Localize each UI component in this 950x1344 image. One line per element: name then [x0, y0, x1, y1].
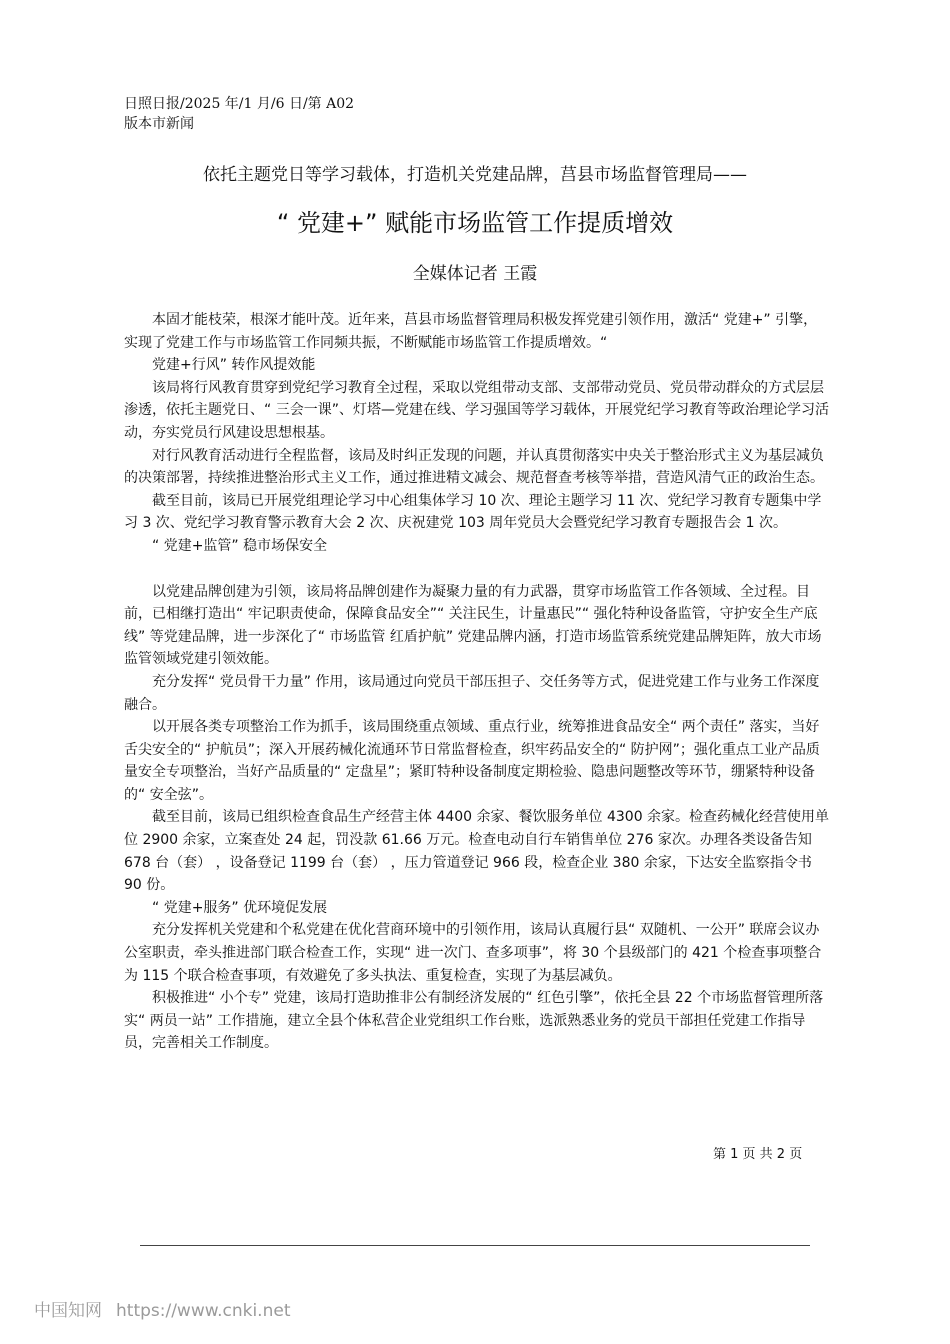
paragraph: 对行风教育活动进行全程监督，该局及时纠正发现的问题，并认真贯彻落实中央关于整治形式主义为基层减负的决策部署，持续推进整治形式主义工作，通过推进精文减会、规范督查考核等举措，营造风清气正的政治生态。: [124, 447, 824, 487]
section-heading-service: “ 党建+服务” 优环境促发展: [152, 899, 328, 916]
watermark-url: https://www.cnki.net: [116, 1301, 291, 1321]
footer-divider: [140, 1245, 810, 1246]
cnki-watermark: [34, 1296, 290, 1321]
article-subtitle: 依托主题党日等学习载体，打造机关党建品牌，莒县市场监督管理局——: [203, 165, 747, 185]
paragraph-intro: 本固才能枝荣，根深才能叶茂。近年来，莒县市场监督管理局积极发挥党建引领作用，激活“ 党建+” 引擎，实现了党建工作与市场监管工作同频共振，不断赋能市场监管工作提质增效。“: [124, 312, 818, 351]
paragraph: 充分发挥机关党建和个私党建在优化营商环境中的引领作用，该局认真履行县“ 双随机、一公开” 联席会议办公室职责，牵头推进部门联合检查工作，实现“ 进一次门、查多项事”，将 30 个县级部门的 421 个检查事项整合为 115 个联合检查事项，有效避免了多头执法、重复检查，实现了为基层减负。: [124, 922, 822, 984]
paragraph: 充分发挥“ 党员骨干力量” 作用，该局通过向党员干部压担子、交任务等方式，促进党建工作与业务工作深度融合。: [124, 673, 820, 713]
article-meta: [124, 94, 354, 134]
newspaper-source: 日照日报/2025 年/1 月/6 日/第 A02: [124, 96, 355, 112]
paragraph: 以开展各类专项整治工作为抓手，该局围绕重点领域、重点行业，统筹推进食品安全“ 两个责任” 落实，当好舌尖安全的“ 护航员”；深入开展药械化流通环节日常监督检查，织牢药品安全的“ 防护网”；强化重点工业产品质量安全专项整治，当好产品质量的“ 定盘星”；紧盯特种设备制度定期检验、隐患问题整改等环节，绷紧特种设备的“ 安全弦”。: [124, 719, 820, 803]
paragraph: 该局将行风教育贯穿到党纪学习教育全过程，采取以党组带动支部、支部带动党员、党员带动群众的方式层层渗透，依托主题党日、“ 三会一课”、灯塔—党建在线、学习强国等学习载体，开展党纪学习教育等政治理论学习活动，夯实党员行风建设思想根基。: [124, 379, 829, 441]
section-heading-supervision: “ 党建+监管” 稳市场保安全: [152, 537, 328, 554]
watermark-brand: 中国知网: [34, 1301, 102, 1321]
article-byline: 全媒体记者 王霞: [412, 264, 538, 284]
paragraph: 截至目前，该局已组织检查食品生产经营主体 4400 余家、餐饮服务单位 4300 余家。检查药械化经营使用单位 2900 余家，立案查处 24 起，罚没款 61.66 万元。检查电动自行车销售单位 276 家次。办理各类设备告知 678 台（套） ，设备登记 1199 台（套） ，压力管道登记 966 段，检查企业 380 余家，下达安全监察指令书 90 份。: [124, 809, 830, 894]
paragraph: 积极推进“ 小个专” 党建，该局打造助推非公有制经济发展的“ 红色引擎”，依托全县 22 个市场监督管理所落实“ 两员一站” 工作措施，建立全县个体私营企业党组织工作台账，选派熟悉业务的党员干部担任党建工作指导员，完善相关工作制度。: [124, 990, 824, 1052]
page-number: 第 1 页 共 2 页: [713, 1147, 803, 1162]
paragraph: 截至目前，该局已开展党组理论学习中心组集体学习 10 次、理论主题学习 11 次、党纪学习教育专题集中学习 3 次、党纪学习教育警示教育大会 2 次、庆祝建党 103 周年党员大会暨党纪学习教育专题报告会 1 次。: [124, 492, 822, 532]
newspaper-section: 版本市新闻: [124, 116, 194, 132]
section-heading-conduct: 党建+行风” 转作风提效能: [152, 357, 316, 374]
article-title: “ 党建+” 赋能市场监管工作提质增效: [276, 209, 674, 237]
article-body: [124, 309, 830, 1055]
paragraph: 以党建品牌创建为引领，该局将品牌创建作为凝聚力量的有力武器，贯穿市场监管工作各领域、全过程。目前，已相继打造出“ 牢记职责使命，保障食品安全”“ 关注民生，计量惠民”“ 强化特种设备监管，守护安全生产底线” 等党建品牌，进一步深化了“ 市场监管 红盾护航” 党建品牌内涵，打造市场监管系统党建品牌矩阵，放大市场监管领域党建引领效能。: [124, 583, 822, 668]
